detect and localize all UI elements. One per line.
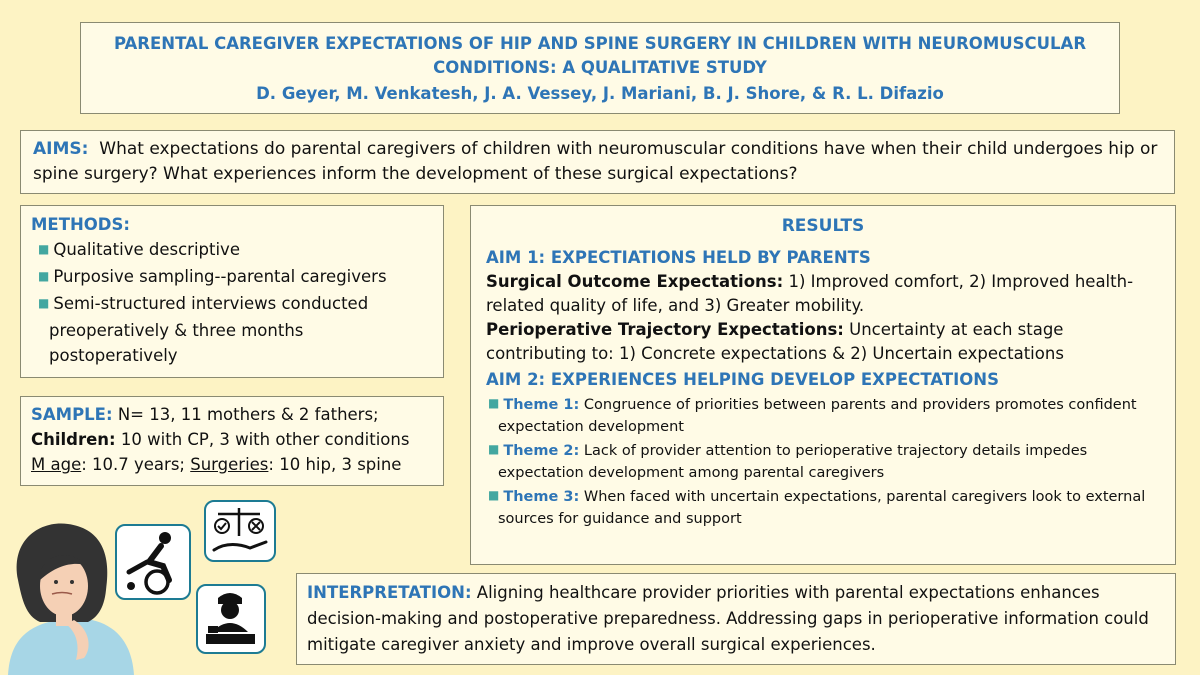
age-label: M age bbox=[31, 455, 82, 474]
wheelchair-icon-box bbox=[115, 524, 191, 600]
aims-label: AIMS: bbox=[33, 139, 89, 159]
children-label: Children: bbox=[31, 430, 116, 449]
list-item: ■ Semi-structured interviews conducted preoperatively & three months postoperatively bbox=[38, 294, 369, 365]
balance-icon-box bbox=[204, 500, 276, 562]
title-panel bbox=[80, 22, 1120, 114]
square-bullet-icon: ■ bbox=[488, 442, 500, 456]
balance-scale-hand-icon bbox=[206, 502, 273, 559]
sample-line-1: SAMPLE: N= 13, 11 mothers & 2 fathers; bbox=[31, 405, 379, 424]
interpretation-text: Aligning healthcare provider priorities with parental expectations enhances decision-making and postoperative preparedness. Addressing gaps in perioperative information could mitigate caregiver anxiety and improve overall surgical experiences. bbox=[307, 583, 1149, 654]
sample-line-2: Children: 10 with CP, 3 with other conditions bbox=[31, 430, 410, 449]
aim2-heading: AIM 2: EXPERIENCES HELPING DEVELOP EXPECTATIONS bbox=[486, 370, 999, 389]
methods-panel bbox=[20, 205, 444, 378]
theme-item: ■ Theme 1: Congruence of priorities between parents and providers promotes confident expectation development bbox=[488, 396, 1137, 435]
illustration bbox=[0, 490, 290, 675]
authors: D. Geyer, M. Venkatesh, J. A. Vessey, J. Mariani, B. J. Shore, & R. L. Difazio bbox=[256, 84, 944, 103]
results-panel bbox=[470, 205, 1176, 565]
theme-item: ■ Theme 3: When faced with uncertain expectations, parental caregivers look to external sources for guidance and support bbox=[488, 488, 1146, 527]
aims-panel bbox=[20, 130, 1175, 194]
square-bullet-icon: ■ bbox=[38, 269, 50, 283]
square-bullet-icon: ■ bbox=[488, 396, 500, 410]
interpretation-panel bbox=[296, 573, 1176, 665]
list-item: ■ Qualitative descriptive bbox=[38, 240, 240, 259]
surgeries-label: Surgeries bbox=[190, 455, 269, 474]
results-heading: RESULTS bbox=[781, 216, 865, 236]
aims-text: What expectations do parental caregivers of children with neuromuscular conditions have when their child undergoes hip or spine surgery? What experiences inform the development of these surgical expectations? bbox=[33, 139, 1158, 184]
sample-panel bbox=[20, 396, 444, 486]
list-item: ■ Purposive sampling--parental caregivers bbox=[38, 267, 387, 286]
interpretation-label: INTERPRETATION: bbox=[307, 583, 472, 602]
aim1-heading: AIM 1: EXPECTIATIONS HELD BY PARENTS bbox=[486, 248, 871, 267]
perioperative-trajectory-expectations: Perioperative Trajectory Expectations: Uncertainty at each stage contributing to: 1) Concrete expectations & 2) Uncertain expectations bbox=[486, 320, 1064, 363]
sample-label: SAMPLE: bbox=[31, 405, 113, 424]
wheelchair-icon bbox=[117, 526, 188, 597]
sample-line-3: M age: 10.7 years; Surgeries: 10 hip, 3 spine bbox=[31, 455, 402, 474]
square-bullet-icon: ■ bbox=[38, 242, 50, 256]
surgeon-icon-box bbox=[196, 584, 266, 654]
surgical-outcome-expectations: Surgical Outcome Expectations: 1) Improved comfort, 2) Improved health-related quality of life, and 3) Greater mobility. bbox=[486, 272, 1134, 315]
surgeon-icon bbox=[198, 586, 263, 651]
theme-item: ■ Theme 2: Lack of provider attention to perioperative trajectory details impedes expectation development among parental caregivers bbox=[488, 442, 1088, 481]
methods-heading: METHODS: bbox=[31, 215, 130, 234]
square-bullet-icon: ■ bbox=[488, 488, 500, 502]
square-bullet-icon: ■ bbox=[38, 296, 50, 310]
poster-title: PARENTAL CAREGIVER EXPECTATIONS OF HIP AND SPINE SURGERY IN CHILDREN WITH NEUROMUSCULAR CONDITIONS: A QUALITATIVE STUDY bbox=[113, 34, 1087, 77]
